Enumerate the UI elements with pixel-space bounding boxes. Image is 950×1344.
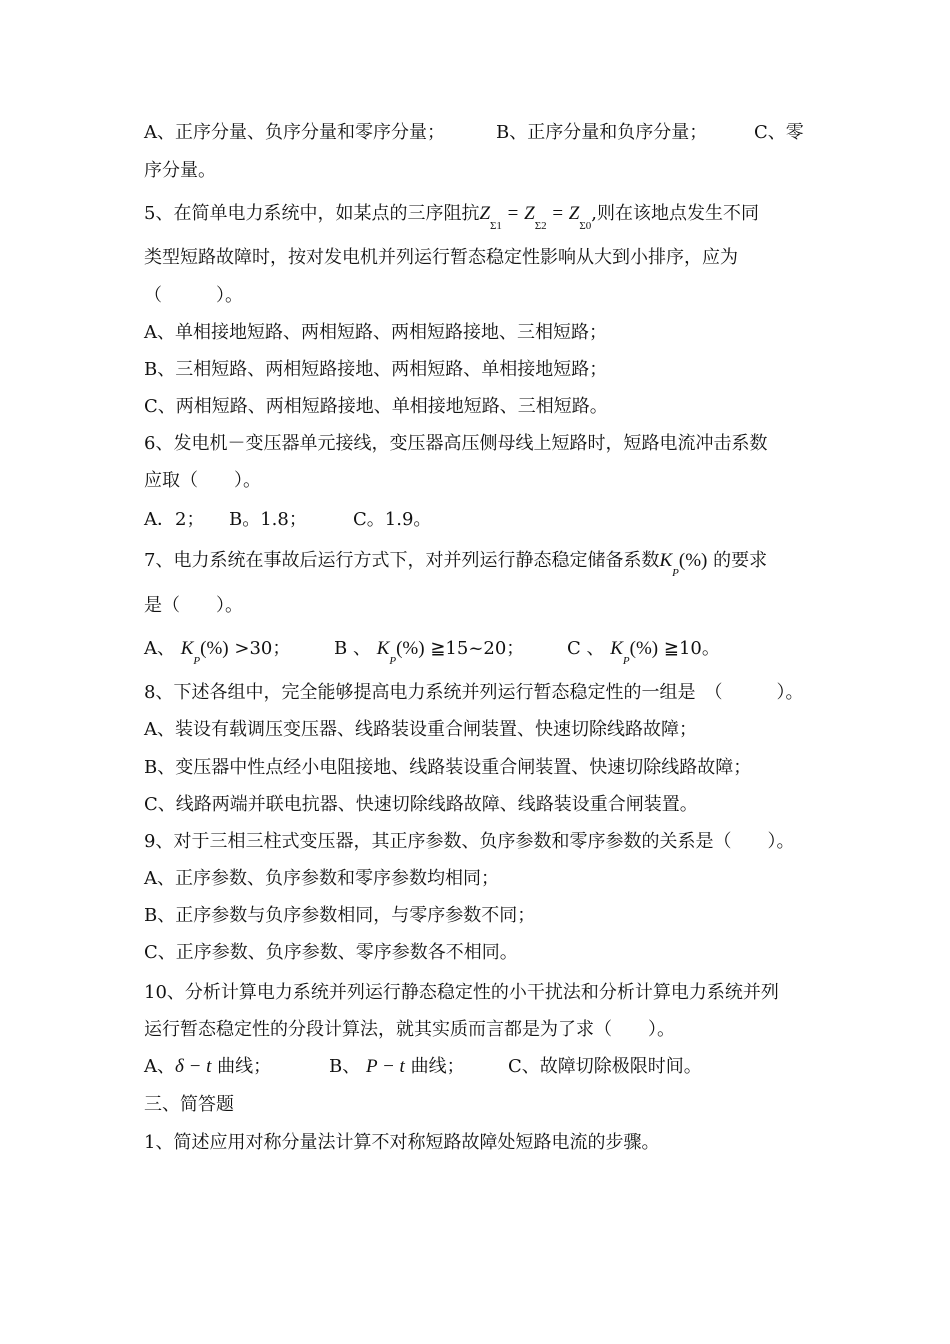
section-title: 三、简答题 — [144, 1094, 234, 1115]
q4-option-c: C、零 — [754, 122, 804, 143]
q5-stem: 5、在简单电力系统中，如某点的三序阻抗$Z_{\Sigma 1} = Z_{\Sigma 2} = Z_{\Sigma 0}$,则在该地点发生不同 — [144, 203, 760, 232]
q5-stem-line2: 类型短路故障时，按对发电机并列运行暂态稳定性影响从大到小排序，应为 — [144, 247, 738, 268]
q7-stem-line2: 是（ ）。 — [144, 595, 243, 616]
q6-stem-line2: 应取（ ）。 — [144, 470, 261, 491]
q5-option-b: B、三相短路、两相短路接地、两相短路、单相接地短路； — [144, 359, 608, 380]
q7-option-c: C 、 $K_P(\%)$ ≧10。 — [567, 638, 720, 667]
q8-option-a: A、装设有载调压变压器、线路装设重合闸装置、快速切除线路故障； — [144, 719, 697, 740]
q5-option-a: A、单相接地短路、两相短路、两相短路接地、三相短路； — [144, 322, 607, 343]
q9-option-b: B、正序参数与负序参数相同，与零序参数不同； — [144, 905, 536, 926]
q5-answer-blank: （ ）。 — [144, 285, 243, 306]
q7-option-b: B 、 $K_P(\%)$ ≧15~20； — [334, 638, 525, 667]
q10-option-c: C、故障切除极限时间。 — [508, 1056, 702, 1077]
q7-stem: 7、电力系统在事故后运行方式下，对并列运行静态稳定储备系数$K_P(\%)$ 的要求 — [144, 550, 768, 579]
q7-option-a: A、 $K_P(\%) >30$； — [144, 638, 291, 667]
q6-option-b: B。1.8； — [229, 509, 307, 530]
q10-option-a: A、δ − t 曲线； — [144, 1056, 272, 1077]
q10-stem: 10、分析计算电力系统并列运行静态稳定性的小干扰法和分析计算电力系统并列 — [144, 982, 779, 1003]
q9-option-c: C、正序参数、负序参数、零序参数各不相同。 — [144, 942, 518, 963]
q4-option-a: A、正序分量、负序分量和零序分量； — [144, 122, 445, 143]
q10-option-b: B、 P − t 曲线； — [329, 1056, 465, 1077]
q6-stem: 6、发电机－变压器单元接线，变压器高压侧母线上短路时，短路电流冲击系数 — [144, 433, 768, 454]
q8-stem: 8、下述各组中，完全能够提高电力系统并列运行暂态稳定性的一组是 （ ）。 — [144, 682, 804, 703]
q6-option-a: A．2； — [144, 509, 205, 530]
q8-option-b: B、变压器中性点经小电阻接地、线路装设重合闸装置、快速切除线路故障； — [144, 757, 752, 778]
short-answer-q1: 1、简述应用对称分量法计算不对称短路故障处短路电流的步骤。 — [144, 1132, 660, 1153]
q10-stem-line2: 运行暂态稳定性的分段计算法，就其实质而言都是为了求（ ）。 — [144, 1019, 675, 1040]
q8-option-c: C、线路两端并联电抗器、快速切除线路故障、线路装设重合闸装置。 — [144, 794, 698, 815]
q9-stem: 9、对于三相三柱式变压器，其正序参数、负序参数和零序参数的关系是（ ）。 — [144, 831, 795, 852]
q4-option-b: B、正序分量和负序分量； — [496, 122, 708, 143]
q5-option-c: C、两相短路、两相短路接地、单相接地短路、三相短路。 — [144, 396, 608, 417]
q6-option-c: C。1.9。 — [353, 509, 432, 530]
q4-option-c-cont: 序分量。 — [144, 160, 216, 181]
q9-option-a: A、正序参数、负序参数和零序参数均相同； — [144, 868, 499, 889]
